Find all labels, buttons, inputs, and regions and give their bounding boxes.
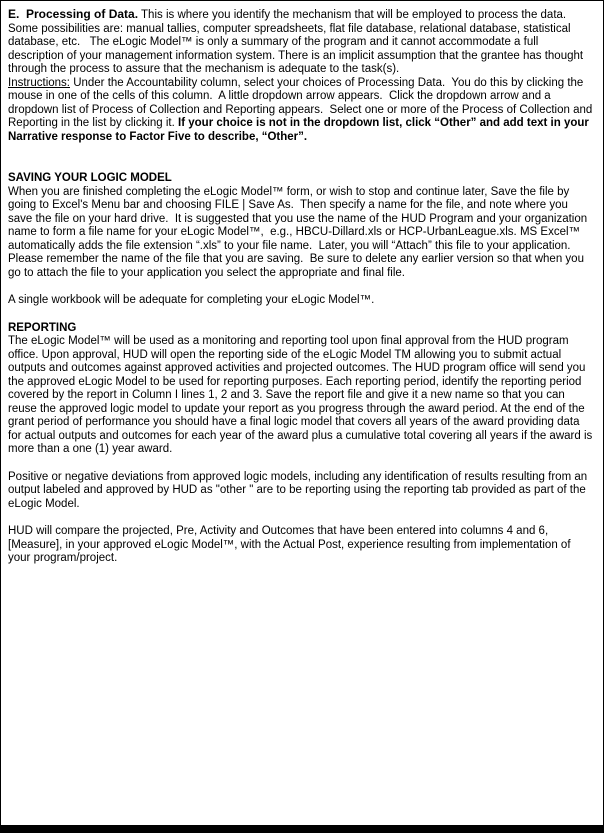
bottom-black-bar [0, 825, 604, 833]
reporting-section-heading: REPORTING [8, 321, 77, 334]
processing-of-data-body: This is where you identify the mechanism that will be employed to process the data. Some possibilities are: manual tallies, computer spreadsheets, flat file database, relational database, statistical database, etc. The eLogic Model™ is only a summary of the program and it cannot accommodate a full description of your management information system. There is an implicit assumption that the grantee has thought through the process to assure that the mechanism is adequate to the task(s). [8, 9, 587, 75]
instructions-paragraph [8, 77, 595, 145]
instructions-label: Instructions: [8, 76, 70, 89]
reporting-section-body: The eLogic Model™ will be used as a monitoring and reporting tool upon final approval from the HUD program office. Upon approval, HUD will open the reporting side of the eLogic Model TM allowing you to submit actual outputs and outcomes against approved activities and projected outcomes. The HUD program office will send you the approved eLogic Model to be used for reporting purposes. Each reporting period, identify the reporting period covered by the report in Column I lines 1, 2 and 3. Save the report file and give it a new name so that you can reuse the approved logic model to update your report as you progress through the award period. At the end of the grant period of performance you should have a final logic model that covers all years of the award providing data for actual outputs and outcomes for each year of the award plus a cumulative total covering all years if the award is more than a one (1) year award. [8, 335, 596, 455]
instructions-body: Under the Accountability column, select your choices of Processing Data. You do this by clicking the mouse in one of the cells of this column. A little dropdown arrow appears. Click the dropdown arrow and a dropdown list of Process of Collection and Reporting appears. Select one or more of the Process of Collection and Reporting in the list by clicking it. [8, 76, 596, 129]
saving-section-body: When you are finished completing the eLogic Model™ form, or wish to stop and continue later, Save the file by going to Excel's Menu bar and choosing FILE | Save As. Then specify a name for the file, and note where you save the file on your hard drive. It is suggested that you use the name of the HUD Program and your organization name to form a file name for your eLogic Model™, e.g., HBCU-Dillard.xls or HCP-UrbanLeague.xls. MS Excel™ automatically adds the file extension “.xls” to your file name. Later, you will “Attach” this file to your application. Please remember the name of the file that you are saving. Be sure to delete any earlier version so that when you go to attach the file to your application you select the appropriate and final file. [8, 185, 591, 279]
processing-of-data-heading: E. Processing of Data. [8, 7, 139, 21]
comparison-paragraph: HUD will compare the projected, Pre, Activity and Outcomes that have been entered into columns 4 and 6, [Measure], in your approved eLogic Model™, with the Actual Post, experience resulting from implementation of your program/project. [8, 525, 574, 564]
saving-section-heading: SAVING YOUR LOGIC MODEL [8, 172, 172, 184]
processing-of-data-paragraph [8, 8, 595, 77]
deviations-paragraph: Positive or negative deviations from approved logic models, including any identification of results resulting from an output labeled and approved by HUD as "other " are to be reporting using the reporting tab provided as part of the eLogic Model. [8, 470, 591, 510]
instructions-emphasis: If your choice is not in the dropdown list, click “Other” and add text in your Narrative response to Factor Five to describe, “Other”. [8, 117, 593, 143]
single-workbook-note: A single workbook will be adequate for completing your eLogic Model™. [8, 294, 375, 306]
